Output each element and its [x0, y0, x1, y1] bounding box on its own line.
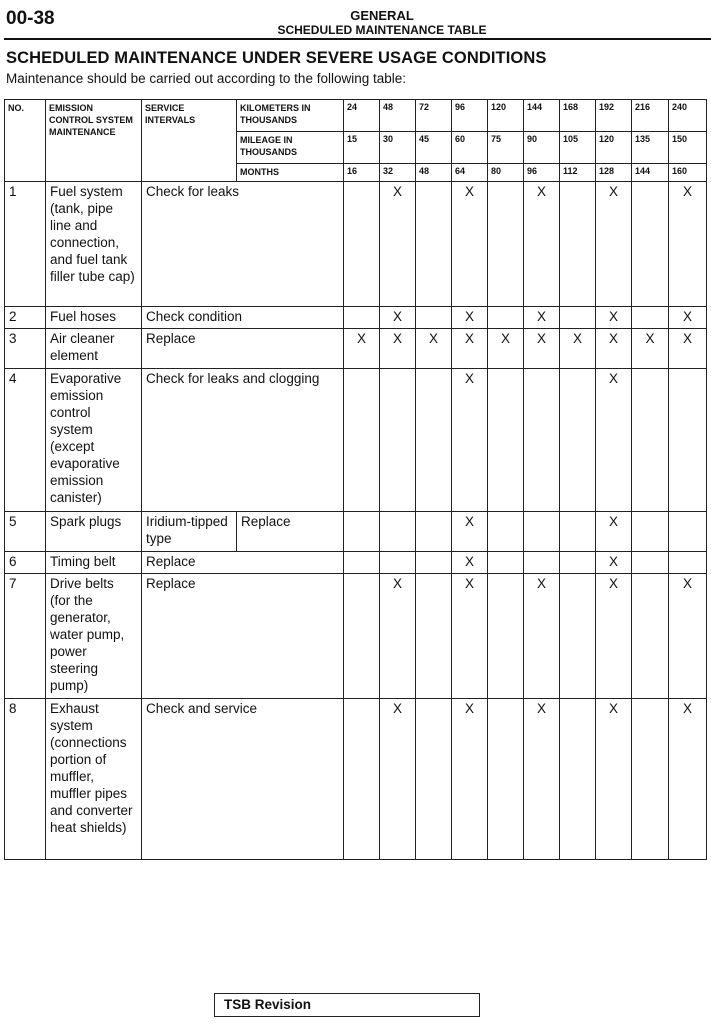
header-km-value: 192 [596, 100, 632, 132]
row-mark: X [669, 699, 707, 860]
page-number: 00-38 [6, 8, 55, 29]
row-mark: X [524, 574, 560, 699]
row-service: Check for leaks and clogging [142, 369, 344, 512]
row-mark [524, 512, 560, 552]
header-mileage-value: 120 [596, 132, 632, 164]
row-mark [560, 369, 596, 512]
row-item: Spark plugs [46, 512, 142, 552]
row-item: Exhaust system (connections portion of muffler, muffler pipes and converter heat shields) [46, 699, 142, 860]
row-mark: X [560, 329, 596, 369]
row-mark [380, 552, 416, 574]
row-mark [560, 552, 596, 574]
row-mark [669, 512, 707, 552]
row-mark: X [488, 329, 524, 369]
header-months-value: 48 [416, 164, 452, 182]
row-mark: X [632, 329, 669, 369]
header-mileage-value: 75 [488, 132, 524, 164]
header-row-km [5, 100, 707, 132]
row-mark [380, 369, 416, 512]
row-number: 1 [5, 182, 46, 307]
row-mark [488, 307, 524, 329]
row-service: Replace [142, 329, 344, 369]
row-mark [344, 699, 380, 860]
table-row [5, 182, 707, 307]
header-no: NO. [5, 100, 46, 182]
row-mark: X [596, 369, 632, 512]
row-number: 2 [5, 307, 46, 329]
row-mark [416, 552, 452, 574]
header-months-value: 144 [632, 164, 669, 182]
row-mark [344, 552, 380, 574]
header-mileage-value: 105 [560, 132, 596, 164]
row-mark: X [524, 182, 560, 307]
row-mark [632, 182, 669, 307]
row-number: 3 [5, 329, 46, 369]
row-mark: X [596, 182, 632, 307]
header-months-value: 96 [524, 164, 560, 182]
row-mark [488, 512, 524, 552]
row-mark [416, 512, 452, 552]
row-mark [560, 574, 596, 699]
page-title: SCHEDULED MAINTENANCE UNDER SEVERE USAGE CONDITIONS [6, 49, 547, 67]
row-mark: X [596, 329, 632, 369]
row-mark [560, 307, 596, 329]
header-service: SERVICE INTERVALS [142, 100, 237, 182]
row-mark: X [380, 182, 416, 307]
header-months-value: 16 [344, 164, 380, 182]
row-number: 8 [5, 699, 46, 860]
header-km-value: 168 [560, 100, 596, 132]
row-mark [488, 369, 524, 512]
header-km-value: 240 [669, 100, 707, 132]
row-service: Replace [142, 552, 344, 574]
row-mark: X [452, 182, 488, 307]
row-item: Air cleaner element [46, 329, 142, 369]
row-mark: X [380, 307, 416, 329]
row-item: Fuel hoses [46, 307, 142, 329]
row-mark [344, 182, 380, 307]
row-mark [416, 699, 452, 860]
row-mark [344, 512, 380, 552]
header-km-label: KILOMETERS IN THOUSANDS [237, 100, 344, 132]
row-mark [416, 182, 452, 307]
header-rule [4, 38, 711, 40]
row-mark [488, 699, 524, 860]
header-mileage-label: MILEAGE IN THOUSANDS [237, 132, 344, 164]
row-item: Drive belts (for the generator, water pump, power steering pump) [46, 574, 142, 699]
header-mileage-value: 30 [380, 132, 416, 164]
row-number: 7 [5, 574, 46, 699]
header-months-value: 80 [488, 164, 524, 182]
row-mark: X [596, 307, 632, 329]
header-months-value: 160 [669, 164, 707, 182]
section-title: GENERAL [350, 8, 414, 23]
row-service-type: Iridium-tipped type [142, 512, 237, 552]
row-mark: X [596, 512, 632, 552]
row-mark [488, 574, 524, 699]
table-row [5, 699, 707, 860]
row-mark [632, 512, 669, 552]
row-mark [632, 574, 669, 699]
table-row [5, 307, 707, 329]
intro-text: Maintenance should be carried out according to the following table: [6, 71, 407, 86]
row-mark: X [452, 574, 488, 699]
row-mark: X [452, 552, 488, 574]
header-mileage-value: 60 [452, 132, 488, 164]
row-mark: X [524, 699, 560, 860]
row-mark [416, 574, 452, 699]
header-km-value: 144 [524, 100, 560, 132]
header-item: EMISSION CONTROL SYSTEM MAINTENANCE [46, 100, 142, 182]
row-mark: X [669, 182, 707, 307]
row-mark [488, 552, 524, 574]
row-number: 5 [5, 512, 46, 552]
row-mark [632, 369, 669, 512]
row-mark: X [524, 307, 560, 329]
row-mark [632, 699, 669, 860]
row-mark [416, 307, 452, 329]
row-service: Replace [142, 574, 344, 699]
row-mark: X [452, 369, 488, 512]
row-mark [632, 307, 669, 329]
row-mark: X [452, 329, 488, 369]
row-number: 6 [5, 552, 46, 574]
row-mark: X [416, 329, 452, 369]
header-km-value: 216 [632, 100, 669, 132]
row-service: Replace [237, 512, 344, 552]
header-mileage-value: 135 [632, 132, 669, 164]
row-mark: X [380, 329, 416, 369]
table-row [5, 552, 707, 574]
row-mark [560, 512, 596, 552]
row-service: Check for leaks [142, 182, 344, 307]
header-mileage-value: 90 [524, 132, 560, 164]
row-mark [632, 552, 669, 574]
row-mark [344, 369, 380, 512]
row-service: Check and service [142, 699, 344, 860]
row-mark: X [596, 574, 632, 699]
header-months-label: MONTHS [237, 164, 344, 182]
row-mark: X [669, 307, 707, 329]
row-mark [560, 699, 596, 860]
row-mark: X [452, 699, 488, 860]
row-mark [669, 369, 707, 512]
row-item: Fuel system (tank, pipe line and connection, and fuel tank filler tube cap) [46, 182, 142, 307]
header-km-value: 72 [416, 100, 452, 132]
header-months-value: 112 [560, 164, 596, 182]
row-mark [380, 512, 416, 552]
row-mark: X [380, 574, 416, 699]
row-mark: X [669, 574, 707, 699]
header-months-value: 32 [380, 164, 416, 182]
row-mark [344, 307, 380, 329]
tsb-revision: TSB Revision [214, 993, 480, 1017]
row-mark [488, 182, 524, 307]
row-mark: X [669, 329, 707, 369]
table-row [5, 512, 707, 552]
row-mark [669, 552, 707, 574]
header-months-value: 64 [452, 164, 488, 182]
row-mark [524, 369, 560, 512]
row-mark: X [380, 699, 416, 860]
table-row [5, 574, 707, 699]
header-mileage-value: 150 [669, 132, 707, 164]
row-item: Evaporative emission control system (except evaporative emission canister) [46, 369, 142, 512]
row-mark: X [524, 329, 560, 369]
header-months-value: 128 [596, 164, 632, 182]
header-mileage-value: 45 [416, 132, 452, 164]
row-mark: X [596, 552, 632, 574]
header-km-value: 48 [380, 100, 416, 132]
row-mark: X [344, 329, 380, 369]
row-item: Timing belt [46, 552, 142, 574]
header-km-value: 96 [452, 100, 488, 132]
row-mark: X [452, 307, 488, 329]
row-mark [560, 182, 596, 307]
subsection-title: SCHEDULED MAINTENANCE TABLE [277, 23, 487, 37]
row-service: Check condition [142, 307, 344, 329]
table-row [5, 369, 707, 512]
row-mark [524, 552, 560, 574]
header-km-value: 120 [488, 100, 524, 132]
row-mark [416, 369, 452, 512]
maintenance-table [4, 99, 707, 860]
row-mark: X [596, 699, 632, 860]
header-mileage-value: 15 [344, 132, 380, 164]
table-row [5, 329, 707, 369]
row-mark [344, 574, 380, 699]
header-km-value: 24 [344, 100, 380, 132]
row-mark: X [452, 512, 488, 552]
section-header [262, 8, 502, 38]
row-number: 4 [5, 369, 46, 512]
